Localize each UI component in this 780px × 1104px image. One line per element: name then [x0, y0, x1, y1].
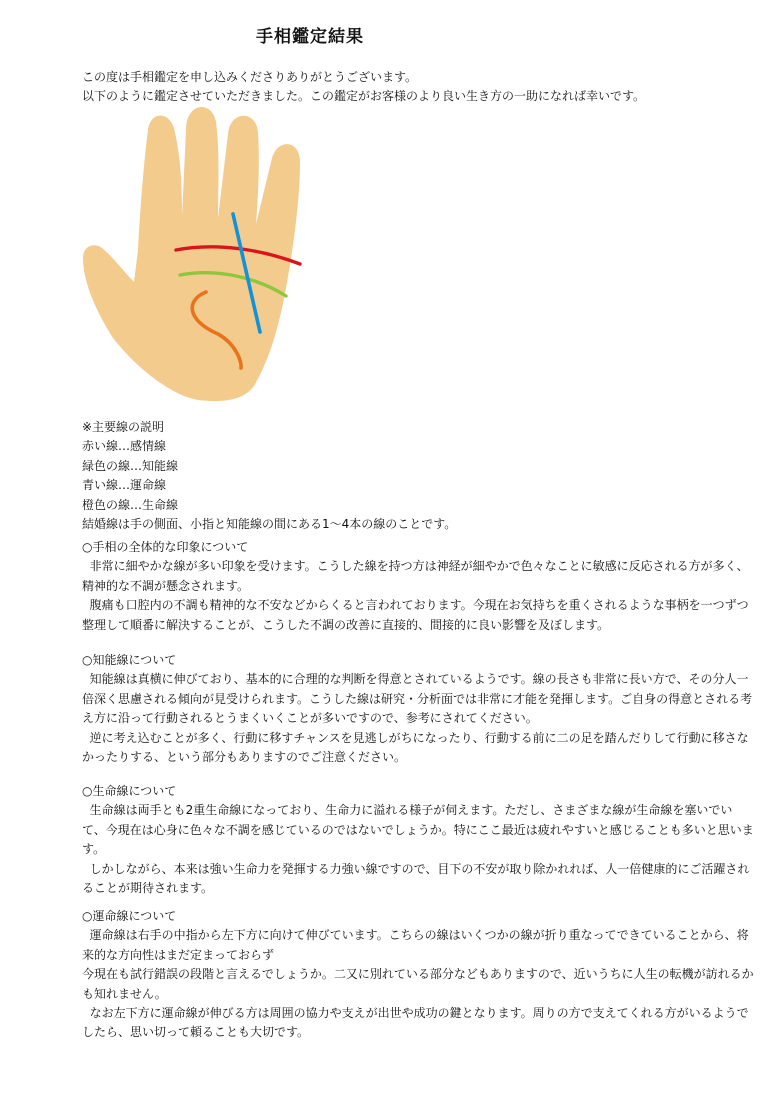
legend-item-orange: 橙色の線…生命線 [82, 497, 179, 512]
legend-item-green: 緑色の線…知能線 [82, 458, 179, 473]
section-heading: ○知能線について [82, 653, 177, 667]
legend-item-blue: 青い線…運命線 [82, 478, 167, 493]
section-heading: ○運命線について [82, 909, 177, 923]
section-paragraph: 知能線は真横に伸びており、基本的に合理的な判断を得意とされているようです。線の長さも非常に長い方で、その分人一倍深く思慮される傾向が見受けられます。こうした線は研究・分析面では非常に才能を発揮します。ご自身の得意とされる考え方に沿って行動されるとうまくいくことが多いですので、参考にされてください。 [82, 672, 753, 726]
palm-illustration [78, 100, 338, 412]
section-fate-line [82, 907, 754, 1043]
section-overall [82, 538, 754, 635]
section-paragraph: 運命線は右手の中指から左下方に向けて伸びています。こちらの線はいくつかの線が折り重なってできていることから、将来的な方向性はまだ定まっておらず [82, 928, 749, 962]
legend [82, 418, 456, 534]
section-paragraph: しかしながら、本来は強い生命力を発揮する力強い線ですので、目下の不安が取り除かれれば、人一倍健康的にご活躍されることが期待されます。 [82, 861, 750, 896]
legend-heading: ※主要線の説明 [82, 420, 165, 434]
section-paragraph: 生命線は両手とも2重生命線になっており、生命力に溢れる様子が伺えます。ただし、さまざまな線が生命線を塞いでいて、今現在は心身に色々な不調を感じているのではないでしょうか。特にここ最近は疲れやすいと感じることも多いと思います。 [82, 803, 754, 857]
section-head-line [82, 651, 754, 767]
section-paragraph: なお左下方に運命線が伸びる方は周囲の協力や支えが出世や成功の鍵となります。周りの方で支えてくれる方がいるようでしたら、思い切って頼ることも大切です。 [82, 1006, 749, 1040]
section-paragraph: 逆に考え込むことが多く、行動に移すチャンスを見逃しがちになったり、行動する前に二の足を踏んだりして行動に移さなかったりする、という部分もありますのでご注意ください。 [82, 730, 749, 765]
page-title: 手相鑑定結果 [256, 27, 364, 47]
section-heading: ○生命線について [82, 784, 177, 798]
intro-line: 以下のように鑑定させていただきました。この鑑定がお客様のより良い生き方の一助になれば幸いです。 [82, 89, 646, 103]
section-life-line [82, 782, 754, 898]
section-paragraph: 今現在も試行錯誤の段階と言えるでしょうか。二又に別れている部分などもありますので、近いうちに人生の転機が訪れるかも知れません。 [82, 967, 754, 1001]
legend-item-red: 赤い線…感情線 [82, 439, 167, 454]
section-paragraph: 腹痛も口腔内の不調も精神的な不安などからくると言われております。今現在お気持ちを重くされるような事柄を一つずつ整理して順番に解決することが、こうした不調の改善に直接的、間接的に良い影響を及ぼします。 [82, 598, 749, 632]
section-paragraph: 非常に細やかな線が多い印象を受けます。こうした線を持つ方は神経が細やかで色々なことに敏感に反応される方が多く、精神的な不調が懸念されます。 [82, 559, 749, 593]
intro-line: この度は手相鑑定を申し込みくださりありがとうございます。 [82, 70, 418, 84]
legend-note: 結婚線は手の側面、小指と知能線の間にある1～4本の線のことです。 [82, 517, 457, 532]
section-heading: ○手相の全体的な印象について [82, 540, 249, 554]
